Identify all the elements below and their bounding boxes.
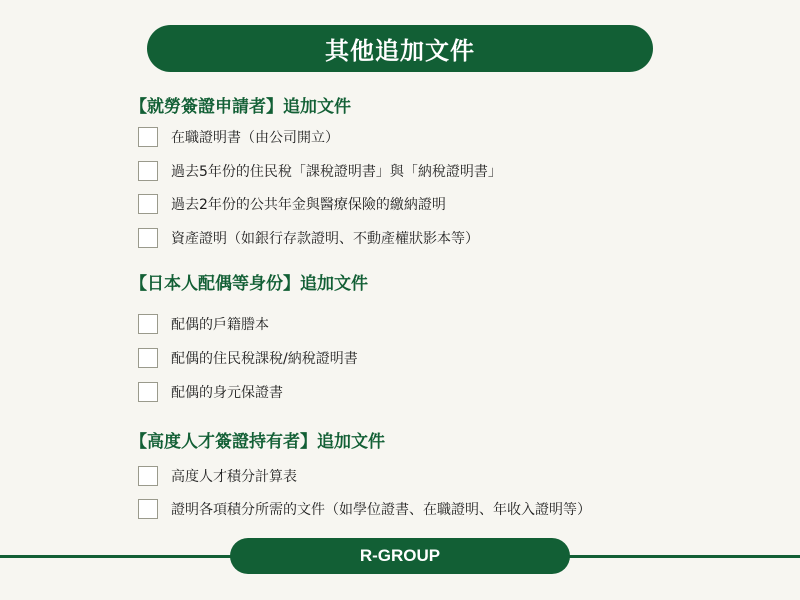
section-heading-highly-skilled: 【高度人才簽證持有者】追加文件 xyxy=(130,432,385,452)
checkbox[interactable] xyxy=(138,499,158,519)
checklist-item-label: 證明各項積分所需的文件（如學位證書、在職證明、年收入證明等） xyxy=(171,502,591,518)
checkbox[interactable] xyxy=(138,348,158,368)
checklist-item[interactable] xyxy=(138,312,269,336)
checklist-item-label: 配偶的住民稅課稅/納稅證明書 xyxy=(171,351,358,367)
checklist-item-label: 配偶的身元保證書 xyxy=(171,385,283,401)
checklist-item-label: 配偶的戶籍謄本 xyxy=(171,317,269,333)
checklist-item[interactable] xyxy=(138,226,479,250)
checklist-item-label: 高度人才積分計算表 xyxy=(171,469,297,485)
checkbox[interactable] xyxy=(138,161,158,181)
checklist-item[interactable] xyxy=(138,497,591,521)
checklist-item[interactable] xyxy=(138,380,283,404)
section-heading-work-visa: 【就勞簽證申請者】追加文件 xyxy=(130,97,351,117)
checklist-item[interactable] xyxy=(138,346,358,370)
checkbox[interactable] xyxy=(138,382,158,402)
page-title: 其他追加文件 xyxy=(325,37,475,65)
checklist-item-label: 過去5年份的住民稅「課稅證明書」與「納稅證明書」 xyxy=(171,164,502,180)
footer-brand-badge xyxy=(230,538,570,574)
brand-name: R-GROUP xyxy=(359,546,441,565)
checklist-item-label: 資產證明（如銀行存款證明、不動產權狀影本等） xyxy=(171,231,479,247)
checkbox[interactable] xyxy=(138,228,158,248)
checklist-item[interactable] xyxy=(138,464,297,488)
section-heading-spouse: 【日本人配偶等身份】追加文件 xyxy=(130,274,368,294)
checklist-item[interactable] xyxy=(138,192,446,216)
checkbox[interactable] xyxy=(138,194,158,214)
title-banner xyxy=(147,25,653,72)
checklist-item-label: 在職證明書（由公司開立） xyxy=(171,130,339,146)
checkbox[interactable] xyxy=(138,127,158,147)
checkbox[interactable] xyxy=(138,314,158,334)
checklist-item-label: 過去2年份的公共年金與醫療保險的繳納證明 xyxy=(171,197,446,213)
checkbox[interactable] xyxy=(138,466,158,486)
checklist-item[interactable] xyxy=(138,159,502,183)
checklist-item[interactable] xyxy=(138,125,339,149)
